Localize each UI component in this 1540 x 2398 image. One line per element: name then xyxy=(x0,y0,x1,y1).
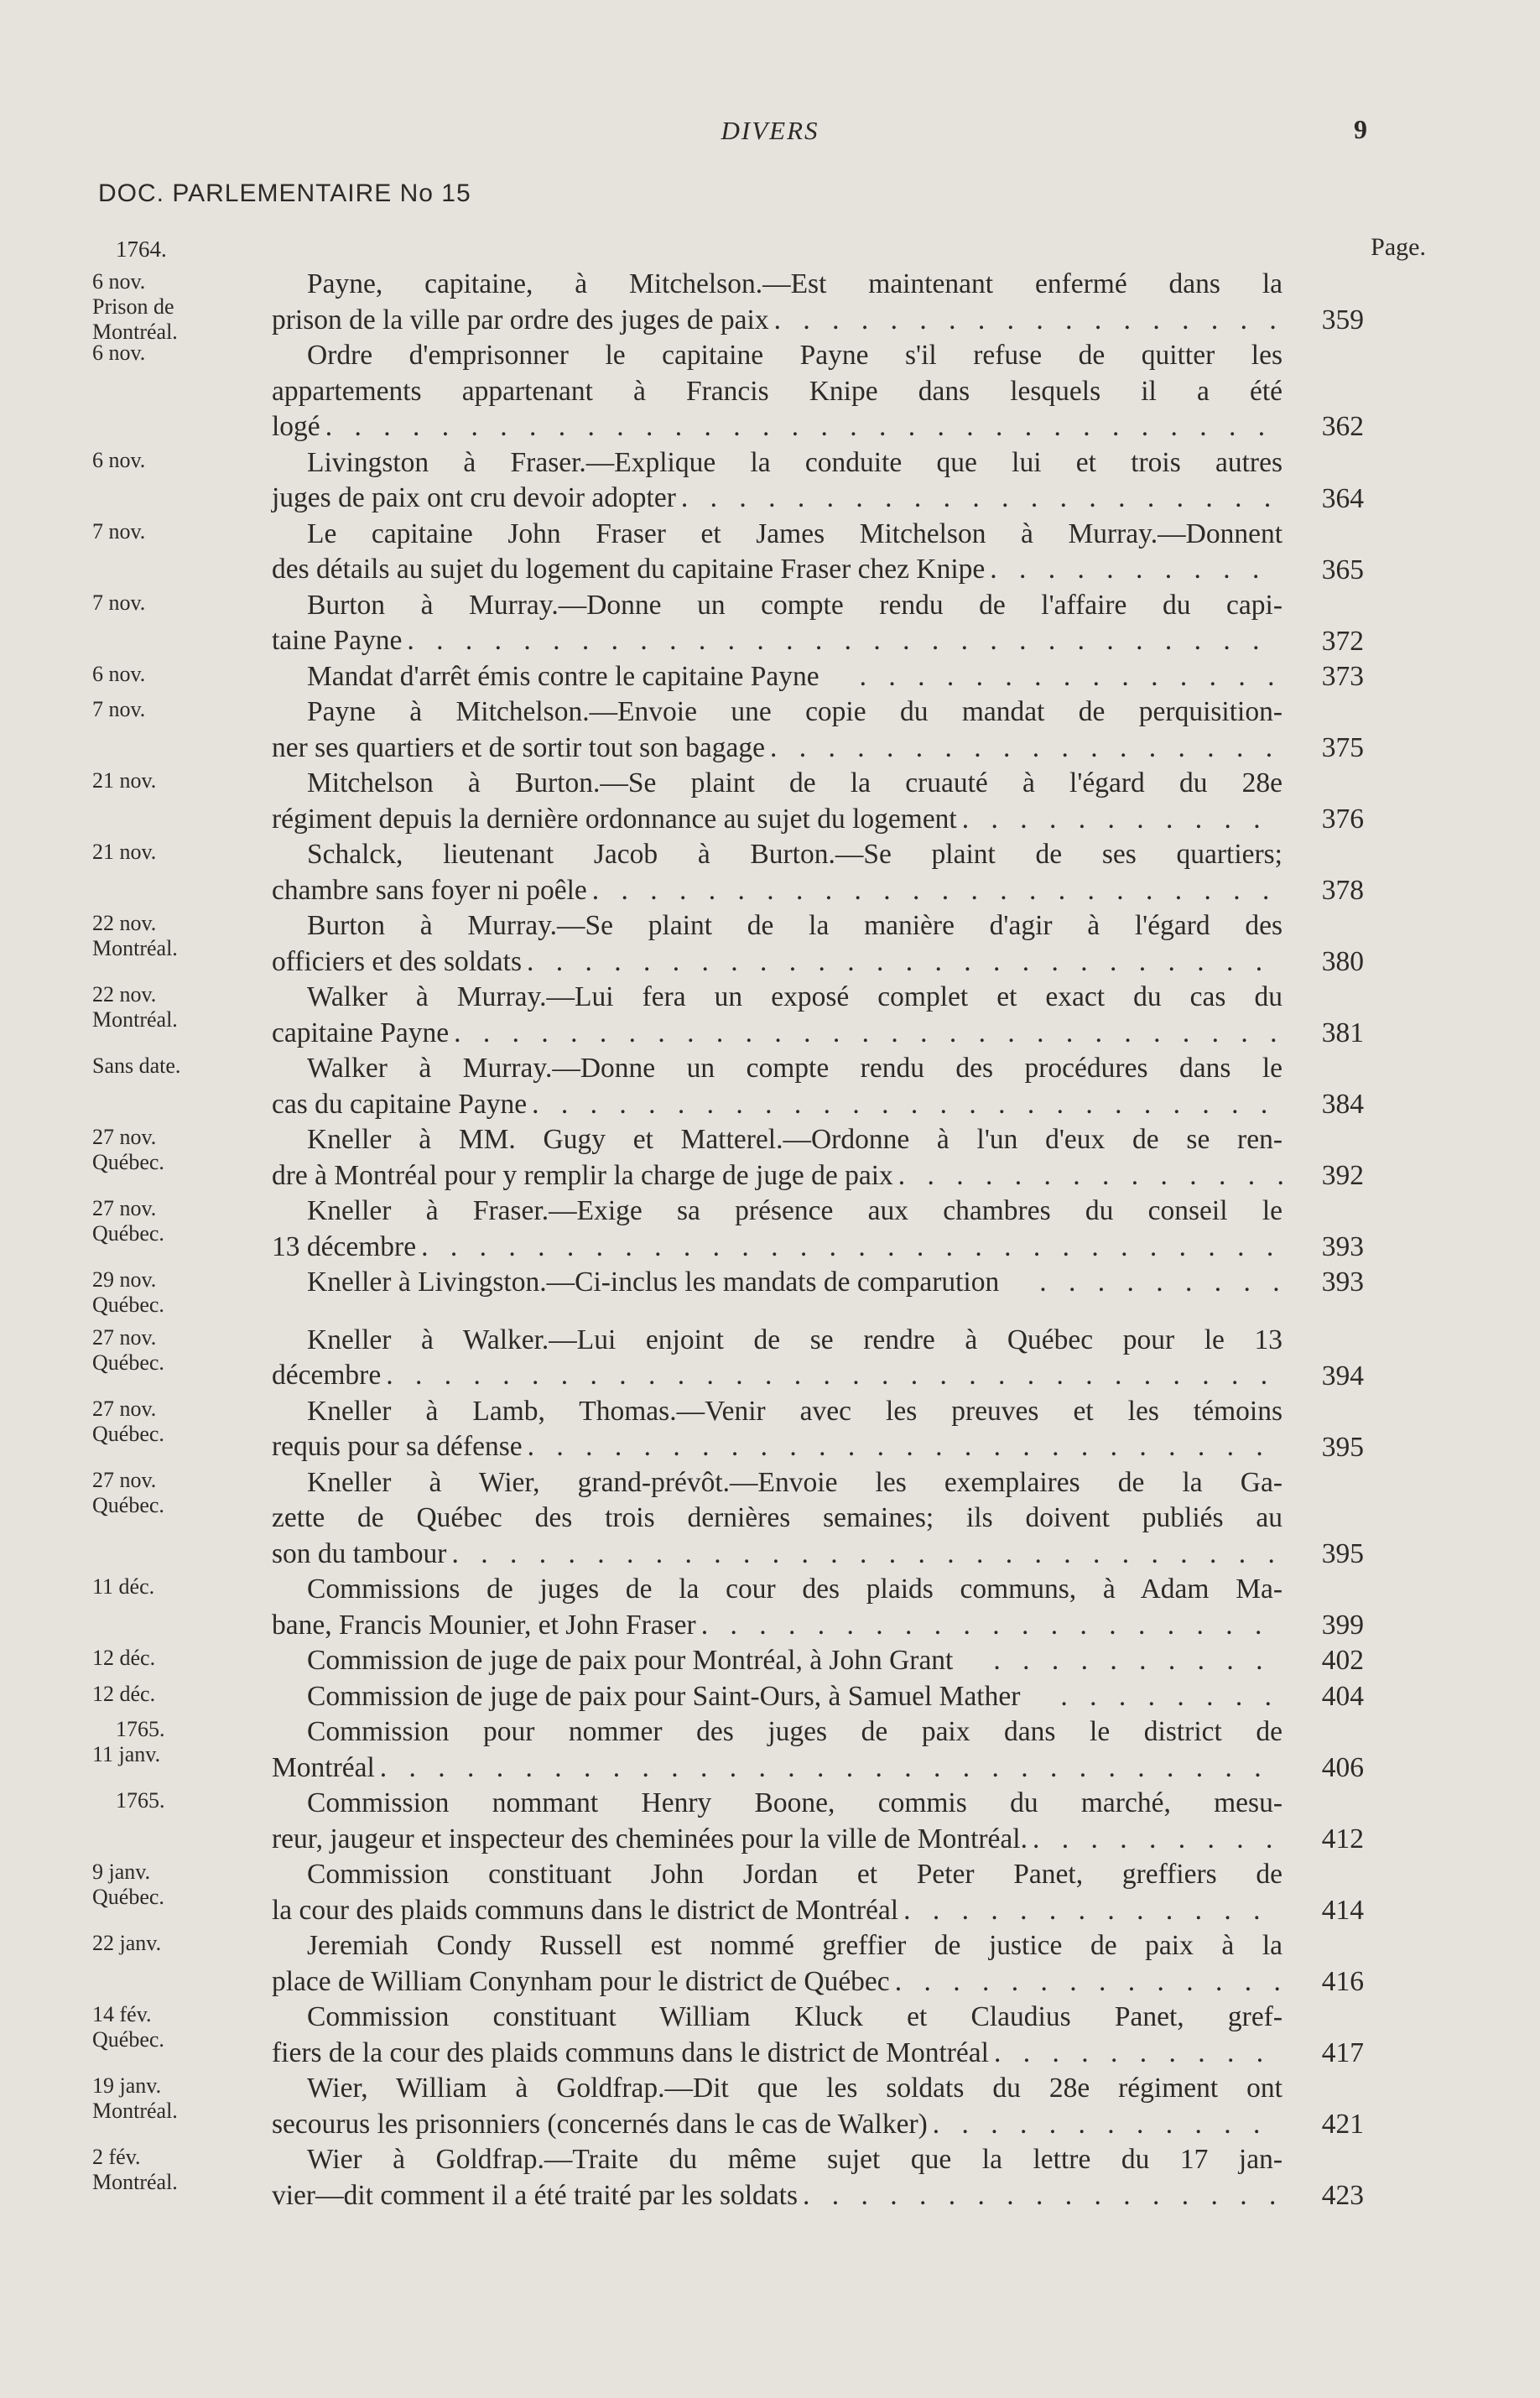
entry-text-line: Commission de juge de paix pour Saint-Ours, à Samuel Mather xyxy=(307,1680,1021,1712)
entry-text-line: reur, jaugeur et inspecteur des cheminées pour la ville de Montréal. xyxy=(272,1823,1028,1854)
entry-text-line: zette de Québec des trois dernières semaines; ils doivent publiés au xyxy=(272,1502,1282,1533)
entry-list xyxy=(0,267,1540,2213)
entry-page-number: 373 xyxy=(1321,660,1364,692)
entry-text xyxy=(272,1679,1282,1715)
entry-date-line: 6 nov. xyxy=(92,269,146,294)
entry-date-line: 7 nov. xyxy=(92,697,146,721)
entry-text xyxy=(272,588,1282,659)
entry-text-line: appartements appartenant à Francis Knipe dans lesquels il a été xyxy=(272,375,1282,407)
entry-date-line: 11 janv. xyxy=(92,1742,161,1766)
entry-text xyxy=(272,1194,1282,1265)
list-item xyxy=(0,980,1540,1051)
entry-text-line: ner ses quartiers et de sortir tout son bagage xyxy=(272,731,765,763)
leader-dots xyxy=(416,1230,1282,1266)
entry-text-line: Burton à Murray.—Donne un compte rendu de l'affaire du capi- xyxy=(307,589,1282,621)
leader-dots xyxy=(587,873,1282,909)
entry-text xyxy=(272,517,1282,588)
entry-page-number: 393 xyxy=(1321,1267,1364,1298)
leader-dots xyxy=(890,1964,1282,2000)
entry-date xyxy=(92,1717,260,1767)
leader-dots xyxy=(1028,1822,1282,1858)
entry-date xyxy=(92,1053,260,1079)
entry-date-line: Sans date. xyxy=(92,1053,181,1078)
entry-text-line: taine Payne xyxy=(272,625,403,656)
entry-page-number: 384 xyxy=(1321,1089,1364,1120)
list-item xyxy=(0,1857,1540,1928)
entry-last-line xyxy=(272,731,1282,767)
entry-text-line: Mandat d'arrêt émis contre le capitaine Payne xyxy=(307,660,819,692)
entry-page-number: 414 xyxy=(1321,1895,1364,1926)
entry-text xyxy=(272,1122,1282,1194)
entry-page-number: 404 xyxy=(1321,1680,1364,1712)
entry-date xyxy=(92,1646,260,1671)
entry-page-number: 423 xyxy=(1321,2180,1364,2211)
entry-text-line: fiers de la cour des plaids communs dans le district de Montréal xyxy=(272,2036,989,2068)
entry-last-line xyxy=(272,1230,1282,1266)
entry-page-number: 375 xyxy=(1321,732,1364,763)
list-item xyxy=(0,1265,1540,1317)
entry-last-line xyxy=(272,1679,1282,1715)
entry-text-line: Le capitaine John Fraser et James Mitchelson à Murray.—Donnent xyxy=(307,518,1282,549)
entry-text xyxy=(272,2071,1282,2142)
entry-last-line xyxy=(272,303,1282,339)
entry-text-line: Montréal xyxy=(272,1751,375,1783)
entry-text-line: Kneller à Fraser.—Exige sa présence aux chambres du conseil le xyxy=(307,1195,1282,1226)
entry-text-line: dre à Montréal pour y remplir la charge de juge de paix xyxy=(272,1159,893,1191)
list-item xyxy=(0,338,1540,445)
entry-date-line: 21 nov. xyxy=(92,768,157,793)
entry-text-line: 13 décembre xyxy=(272,1230,417,1262)
entry-page-number: 380 xyxy=(1321,946,1364,977)
entry-text-line: des détails au sujet du logement du capitaine Fraser chez Knipe xyxy=(272,554,986,585)
entry-text xyxy=(272,694,1282,766)
list-item xyxy=(0,267,1540,344)
entry-page-number: 364 xyxy=(1321,482,1364,514)
entry-date xyxy=(92,1468,260,1518)
entry-text-line: régiment depuis la dernière ordonnance au sujet du logement xyxy=(272,803,957,835)
entry-date-line: Québec. xyxy=(92,1221,164,1246)
entry-date-line: 6 nov. xyxy=(92,447,146,472)
entry-date-line: 27 nov. xyxy=(92,1125,157,1149)
list-item xyxy=(0,1465,1540,1573)
leader-dots xyxy=(320,409,1282,445)
entry-last-line xyxy=(272,873,1282,909)
entry-text-line: logé xyxy=(272,411,320,442)
list-item xyxy=(0,1394,1540,1465)
entry-text-line: juges de paix ont cru devoir adopter xyxy=(272,482,676,513)
page-number: 9 xyxy=(1354,114,1367,144)
entry-date xyxy=(92,1397,260,1447)
entry-date-line: 6 nov. xyxy=(92,661,146,686)
entry-date xyxy=(92,697,260,722)
page-column-header: Page. xyxy=(1371,233,1426,261)
entry-date-line: 7 nov. xyxy=(92,518,146,544)
entry-text-line: Livingston à Fraser.—Explique la conduite que lui et trois autres xyxy=(307,446,1282,478)
entry-date xyxy=(92,2002,260,2052)
entry-date-line: 21 nov. xyxy=(92,840,157,864)
entry-date xyxy=(92,1267,260,1318)
entry-text-line: décembre xyxy=(272,1360,382,1391)
leader-dots xyxy=(522,944,1282,981)
entry-text-line: Ordre d'emprisonner le capitaine Payne s'il refuse de quitter les xyxy=(307,340,1282,371)
entry-page-number: 362 xyxy=(1321,411,1364,442)
entry-text xyxy=(272,2142,1282,2213)
leader-dots xyxy=(989,2036,1282,2072)
entry-text-line: Wier à Goldfrap.—Traite du même sujet que la lettre du 17 jan- xyxy=(307,2144,1282,2175)
entry-last-line xyxy=(272,1087,1282,1123)
entry-date-line: 19 janv. xyxy=(92,2073,162,2098)
entry-date-line: 29 nov. xyxy=(92,1267,157,1292)
entry-date-line: 22 janv. xyxy=(92,1931,162,1955)
entry-page-number: 393 xyxy=(1321,1231,1364,1262)
entry-text-line: Commission pour nommer des juges de paix dans le district de xyxy=(307,1716,1282,1747)
leader-dots xyxy=(928,2107,1282,2143)
entry-last-line xyxy=(272,1429,1282,1465)
entry-date-line: Québec. xyxy=(92,1350,164,1375)
list-item xyxy=(0,1323,1540,1394)
leader-dots xyxy=(523,1429,1282,1465)
entry-date-line: 14 fév. xyxy=(92,2002,152,2026)
list-item xyxy=(0,837,1540,908)
entry-date-line: Québec. xyxy=(92,1492,164,1517)
entry-date-line: Québec. xyxy=(92,1421,164,1446)
list-item xyxy=(0,588,1540,659)
entry-date-line: Montréal. xyxy=(92,2099,178,2123)
list-item xyxy=(0,517,1540,588)
entry-date-line: Québec. xyxy=(92,1293,164,1317)
entry-text-line: la cour des plaids communs dans le district de Montréal xyxy=(272,1894,899,1926)
entry-date-line: Montréal. xyxy=(92,936,178,960)
entry-text-line: Kneller à Lamb, Thomas.—Venir avec les preuves et les témoins xyxy=(307,1395,1282,1427)
entry-text-line: requis pour sa défense xyxy=(272,1431,523,1462)
entry-page-number: 417 xyxy=(1321,2037,1364,2068)
entry-page-number: 395 xyxy=(1321,1537,1364,1569)
entry-date-line: Montréal. xyxy=(92,1007,178,1032)
entry-text-line: cas du capitaine Payne xyxy=(272,1088,528,1120)
entry-text-line: place de William Conynham pour le district de Québec xyxy=(272,1965,890,1997)
entry-text xyxy=(272,1323,1282,1394)
entry-date xyxy=(92,2145,260,2195)
entry-text-line: prison de la ville par ordre des juges de paix xyxy=(272,304,769,336)
entry-text-line: Kneller à Livingston.—Ci-inclus les mandats de comparution xyxy=(307,1267,1000,1298)
entry-text xyxy=(272,766,1282,837)
list-item xyxy=(0,2142,1540,2213)
leader-dots xyxy=(696,1608,1282,1644)
leader-dots xyxy=(985,552,1282,588)
leader-dots xyxy=(769,303,1282,339)
entry-last-line xyxy=(272,1158,1282,1194)
year-heading: 1764. xyxy=(116,237,167,262)
entry-page-number: 402 xyxy=(1321,1645,1364,1676)
entry-text-line: Commission de juge de paix pour Montréal, à John Grant xyxy=(307,1645,954,1676)
entry-text-line: Schalck, lieutenant Jacob à Burton.—Se plaint de ses quartiers; xyxy=(307,839,1282,870)
list-item xyxy=(0,445,1540,517)
entry-text xyxy=(272,1394,1282,1465)
entry-last-line xyxy=(272,1893,1282,1929)
entry-text-line: secourus les prisonniers (concernés dans le cas de Walker) xyxy=(272,2108,928,2140)
leader-dots xyxy=(957,802,1282,838)
entry-date-line: 12 déc. xyxy=(92,1681,156,1706)
entry-last-line xyxy=(272,2107,1282,2143)
entry-text xyxy=(272,1714,1282,1786)
entry-last-line xyxy=(272,802,1282,838)
document-reference: DOC. PARLEMENTAIRE No 15 xyxy=(98,179,471,207)
list-item xyxy=(0,908,1540,980)
list-item xyxy=(0,1194,1540,1265)
entry-date xyxy=(92,662,260,687)
entry-date xyxy=(92,1125,260,1175)
entry-date-line: Montréal. xyxy=(92,2170,178,2194)
entry-text xyxy=(272,338,1282,445)
entry-text-line: Commission constituant John Jordan et Peter Panet, greffiers de xyxy=(307,1859,1282,1890)
entry-page-number: 365 xyxy=(1321,554,1364,585)
entry-text-line: Jeremiah Condy Russell est nommé greffier de justice de paix à la xyxy=(307,1930,1282,1961)
entry-date-line: 7 nov. xyxy=(92,590,146,615)
entry-page-number: 381 xyxy=(1321,1017,1364,1048)
entry-date xyxy=(92,519,260,544)
entry-text xyxy=(272,659,1282,695)
entry-text xyxy=(272,1265,1282,1301)
entry-text-line: son du tambour xyxy=(272,1537,447,1569)
entry-last-line xyxy=(272,2036,1282,2072)
entry-last-line xyxy=(272,1643,1282,1679)
entry-date xyxy=(92,1196,260,1246)
entry-text xyxy=(272,1465,1282,1573)
entry-date-line: 27 nov. xyxy=(92,1324,157,1350)
entry-last-line xyxy=(272,481,1282,517)
entry-page-number: 421 xyxy=(1321,2109,1364,2140)
entry-date xyxy=(92,2073,260,2124)
list-item xyxy=(0,2071,1540,2142)
entry-text xyxy=(272,1928,1282,2000)
entry-date-line: 2 fév. xyxy=(92,2145,141,2169)
entry-text xyxy=(272,980,1282,1051)
entry-date-line: 27 nov. xyxy=(92,1196,157,1220)
leader-dots xyxy=(765,731,1282,767)
list-item xyxy=(0,1051,1540,1122)
entry-page-number: 412 xyxy=(1321,1823,1364,1854)
entry-page-number: 372 xyxy=(1321,625,1364,657)
entry-text-line: chambre sans foyer ni poêle xyxy=(272,874,587,906)
list-item xyxy=(0,1679,1540,1715)
entry-text xyxy=(272,2000,1282,2071)
entry-date-line: 1765. xyxy=(116,1788,165,1813)
list-item xyxy=(0,1122,1540,1194)
list-item xyxy=(0,1572,1540,1643)
entry-page-number: 359 xyxy=(1321,304,1364,336)
entry-text-line: Commissions de juges de la cour des plaids communs, à Adam Ma- xyxy=(307,1574,1282,1605)
leader-dots xyxy=(1020,1679,1282,1715)
entry-date-line: 1765. xyxy=(116,1717,165,1741)
leader-dots xyxy=(798,2178,1282,2214)
entry-date-line: Québec. xyxy=(92,2027,164,2052)
entry-text-line: Payne à Mitchelson.—Envoie une copie du mandat de perquisition- xyxy=(307,696,1282,727)
entry-text xyxy=(272,267,1282,338)
entry-last-line xyxy=(272,1608,1282,1644)
entry-text-line: Walker à Murray.—Lui fera un exposé complet et exact du cas du xyxy=(307,981,1282,1012)
list-item xyxy=(0,766,1540,837)
entry-date-line: Québec. xyxy=(92,1150,164,1174)
entry-date-line: 12 déc. xyxy=(92,1646,156,1670)
entry-text xyxy=(272,1786,1282,1857)
entry-date xyxy=(92,1788,260,1813)
list-item xyxy=(0,2000,1540,2071)
entry-last-line xyxy=(272,1265,1282,1301)
entry-text-line: Walker à Murray.—Donne un compte rendu des procédures dans le xyxy=(307,1053,1282,1084)
entry-text-line: Burton à Murray.—Se plaint de la manière d'agir à l'égard des xyxy=(307,910,1282,941)
entry-date-line: Prison de xyxy=(92,294,174,319)
entry-text-line: Mitchelson à Burton.—Se plaint de la cruauté à l'égard du 28e xyxy=(307,767,1282,798)
list-item xyxy=(0,659,1540,695)
entry-last-line xyxy=(272,659,1282,695)
entry-last-line xyxy=(272,1537,1282,1573)
running-head: DIVERS xyxy=(721,116,819,145)
entry-last-line xyxy=(272,1750,1282,1787)
entry-date xyxy=(92,911,260,961)
entry-text-line: Kneller à MM. Gugy et Matterel.—Ordonne à l'un d'eux de se ren- xyxy=(307,1124,1282,1155)
leader-dots xyxy=(449,1016,1282,1052)
entry-date-line: 9 janv. xyxy=(92,1860,151,1884)
entry-date-line: 6 nov. xyxy=(92,341,146,365)
entry-date xyxy=(92,1682,260,1707)
entry-page-number: 392 xyxy=(1321,1160,1364,1191)
list-item xyxy=(0,1928,1540,2000)
entry-date xyxy=(92,982,260,1033)
leader-dots xyxy=(402,623,1282,659)
entry-page-number: 376 xyxy=(1321,804,1364,835)
entry-text-line: vier—dit comment il a été traité par les soldats xyxy=(272,2179,798,2211)
leader-dots xyxy=(819,659,1282,695)
list-item xyxy=(0,1643,1540,1679)
entry-date xyxy=(92,1574,260,1600)
list-item xyxy=(0,1786,1540,1857)
entry-date-line: 22 nov. xyxy=(92,911,157,935)
entry-page-number: 394 xyxy=(1321,1360,1364,1391)
list-item xyxy=(0,1714,1540,1786)
entry-date-line: 11 déc. xyxy=(92,1574,155,1599)
entry-last-line xyxy=(272,623,1282,659)
entry-date xyxy=(92,269,260,345)
entry-text-line: officiers et des soldats xyxy=(272,945,523,977)
entry-date-line: 22 nov. xyxy=(92,982,157,1007)
entry-date xyxy=(92,448,260,473)
entry-date xyxy=(92,840,260,865)
entry-text xyxy=(272,1051,1282,1122)
entry-page-number: 378 xyxy=(1321,875,1364,906)
leader-dots xyxy=(381,1358,1282,1394)
entry-date-line: 27 nov. xyxy=(92,1396,157,1421)
leader-dots xyxy=(527,1087,1282,1123)
entry-date-line: Québec. xyxy=(92,1885,164,1909)
entry-date xyxy=(92,1325,260,1376)
entry-text-line: Commission nommant Henry Boone, commis du marché, mesu- xyxy=(307,1787,1282,1818)
entry-date xyxy=(92,1860,260,1910)
entry-date xyxy=(92,590,260,616)
entry-text xyxy=(272,1643,1282,1679)
entry-last-line xyxy=(272,944,1282,981)
leader-dots xyxy=(898,1893,1282,1929)
entry-text xyxy=(272,837,1282,908)
entry-text-line: capitaine Payne xyxy=(272,1017,450,1048)
leader-dots xyxy=(999,1265,1282,1301)
entry-text-line: Commission constituant William Kluck et Claudius Panet, gref- xyxy=(307,2001,1282,2032)
entry-text xyxy=(272,1572,1282,1643)
entry-page-number: 406 xyxy=(1321,1752,1364,1783)
list-item xyxy=(0,694,1540,766)
entry-text-line: Kneller à Walker.—Lui enjoint de se rendre à Québec pour le 13 xyxy=(307,1324,1282,1355)
entry-text xyxy=(272,1857,1282,1928)
entry-last-line xyxy=(272,552,1282,588)
entry-text-line: bane, Francis Mounier, et John Fraser xyxy=(272,1609,696,1641)
entry-date-line: 27 nov. xyxy=(92,1467,157,1492)
leader-dots xyxy=(893,1158,1282,1194)
entry-text xyxy=(272,445,1282,517)
entry-text-line: Wier, William à Goldfrap.—Dit que les soldats du 28e régiment ont xyxy=(307,2073,1282,2104)
entry-date-line: Montréal. xyxy=(92,320,178,344)
entry-date xyxy=(92,341,260,366)
entry-last-line xyxy=(272,2178,1282,2214)
entry-text-line: Kneller à Wier, grand-prévôt.—Envoie les exemplaires de la Ga- xyxy=(307,1466,1282,1498)
entry-last-line xyxy=(272,1822,1282,1858)
leader-dots xyxy=(676,481,1282,517)
leader-dots xyxy=(446,1537,1282,1573)
entry-last-line xyxy=(272,1016,1282,1052)
entry-last-line xyxy=(272,409,1282,445)
entry-date xyxy=(92,768,260,793)
entry-page-number: 399 xyxy=(1321,1610,1364,1641)
leader-dots xyxy=(953,1643,1282,1679)
entry-text-line: Payne, capitaine, à Mitchelson.—Est maintenant enfermé dans la xyxy=(307,268,1282,299)
entry-text xyxy=(272,908,1282,980)
entry-page-number: 416 xyxy=(1321,1966,1364,1997)
leader-dots xyxy=(375,1750,1282,1787)
entry-last-line xyxy=(272,1964,1282,2000)
entry-last-line xyxy=(272,1358,1282,1394)
entry-date xyxy=(92,1931,260,1956)
entry-page-number: 395 xyxy=(1321,1431,1364,1463)
